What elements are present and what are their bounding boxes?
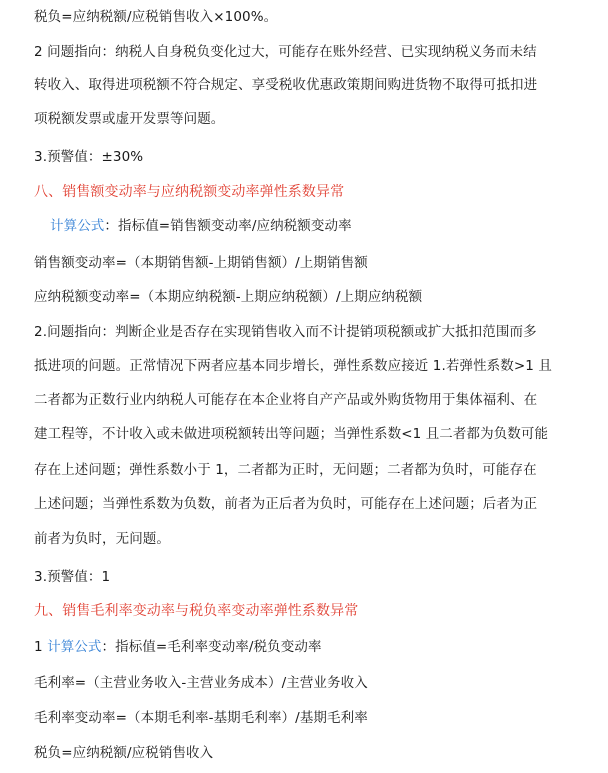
formula-number: 1 — [34, 639, 48, 655]
formula-text: ：指标值=销售额变动率/应纳税额变动率 — [104, 218, 352, 234]
problem-pointer-paragraph-line: 二者都为正数行业内纳税人可能存在本企业将自产产品或外购货物用于集体福利、在 — [34, 392, 538, 408]
problem-pointer-paragraph-line: 2.问题指向：判断企业是否存在实现销售收入而不计提销项税额或扩大抵扣范围而多 — [34, 324, 537, 340]
warning-value: 3.预警值：1 — [34, 569, 111, 585]
section-heading-9: 九、销售毛利率变动率与税负率变动率弹性系数异常 — [34, 603, 359, 619]
problem-pointer-paragraph-line: 建工程等，不计收入或未做进项税额转出等问题；当弹性系数<1 且二者都为负数可能 — [34, 426, 549, 442]
problem-pointer-paragraph-line: 转收入、取得进项税额不符合规定、享受税收优惠政策期间购进货物不取得可抵扣进 — [34, 77, 538, 93]
problem-pointer-paragraph-line: 存在上述问题；弹性系数小于 1，二者都为正时，无问题；二者都为负时，可能存在 — [34, 462, 537, 478]
section-heading-8: 八、销售额变动率与应纳税额变动率弹性系数异常 — [34, 184, 345, 200]
problem-pointer-paragraph-line: 抵进项的问题。正常情况下两者应基本同步增长，弹性系数应接近 1.若弹性系数>1 且 — [34, 358, 552, 374]
problem-pointer-paragraph-line: 上述问题；当弹性系数为负数，前者为正后者为负时，可能存在上述问题；后者为正 — [34, 496, 538, 512]
sales-change-rate-formula: 销售额变动率=（本期销售额-上期销售额）/上期销售额 — [34, 255, 368, 271]
warning-value: 3.预警值：±30% — [34, 149, 144, 165]
formula-label: 计算公式 — [50, 218, 105, 234]
formula-line — [34, 638, 322, 656]
problem-pointer-paragraph-line: 2 问题指向：纳税人自身税负变化过大，可能存在账外经营、已实现纳税义务而未结 — [34, 44, 537, 60]
formula-text: ：指标值=毛利率变动率/税负变动率 — [101, 639, 322, 655]
problem-pointer-paragraph-line: 前者为负时，无问题。 — [34, 531, 170, 547]
problem-pointer-paragraph-line: 项税额发票或虚开发票等问题。 — [34, 111, 225, 127]
tax-change-rate-formula: 应纳税额变动率=（本期应纳税额-上期应纳税额）/上期应纳税额 — [34, 289, 423, 305]
tax-burden-formula: 税负=应纳税额/应税销售收入 — [34, 745, 214, 761]
formula-label: 计算公式 — [47, 639, 102, 655]
tax-burden-formula: 税负=应纳税额/应税销售收入×100%。 — [34, 9, 278, 25]
gross-margin-change-formula: 毛利率变动率=（本期毛利率-基期毛利率）/基期毛利率 — [34, 710, 368, 726]
formula-line — [50, 217, 352, 235]
gross-margin-formula: 毛利率=（主营业务收入-主营业务成本）/主营业务收入 — [34, 675, 368, 691]
